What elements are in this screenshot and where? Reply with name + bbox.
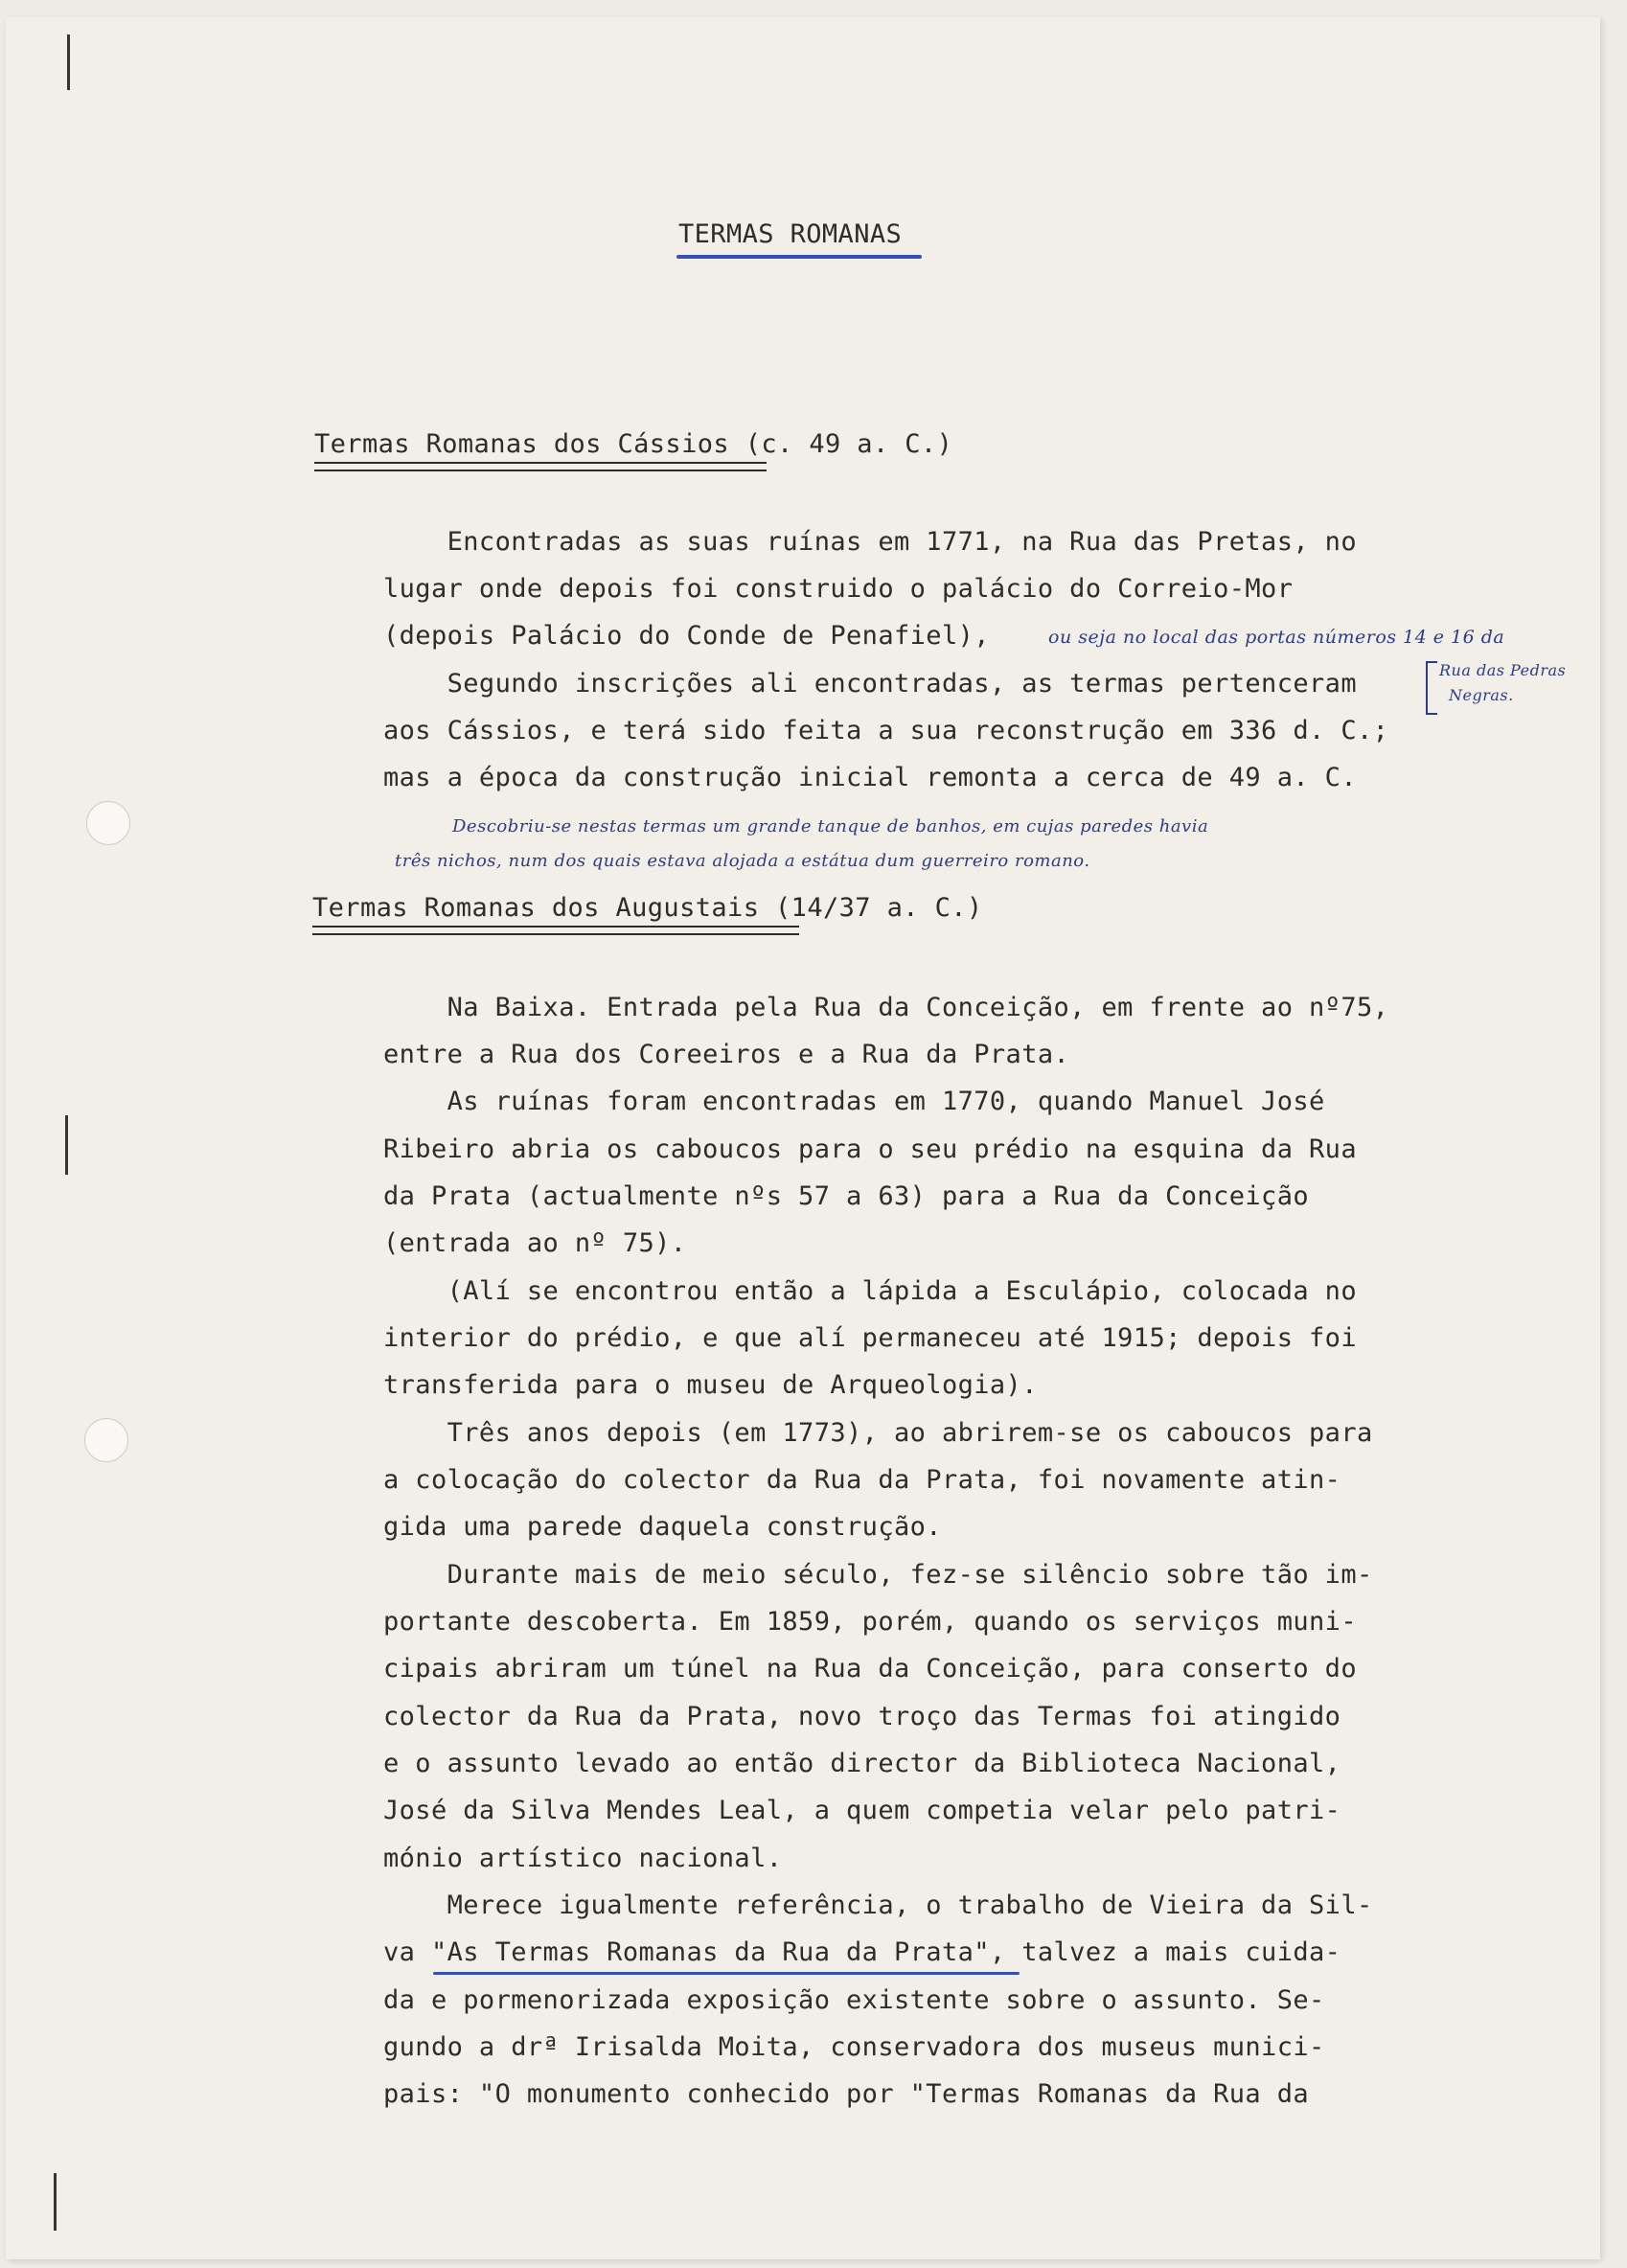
margin-mark: [65, 1115, 68, 1175]
book-title-underline: [433, 1972, 1020, 1975]
s2-line-19: mónio artístico nacional.: [383, 1844, 783, 1873]
section2-heading: [312, 893, 983, 923]
section2-heading-text: Termas Romanas dos Augustais: [312, 893, 760, 923]
s2-line-4: Ribeiro abria os caboucos para o seu prédio na esquina da Rua: [383, 1134, 1357, 1164]
s1-handwritten-addendum-1: Descobriu-se nestas termas um grande tanque de banhos, em cujas paredes havia: [452, 816, 1209, 836]
margin-mark: [54, 2173, 57, 2231]
s2-line-2: entre a Rua dos Coreeiros e a Rua da Prata.: [383, 1040, 1070, 1069]
s2-line-6: (entrada ao nº 75).: [383, 1228, 687, 1258]
section2-heading-date: (14/37 a. C.): [759, 893, 983, 923]
s1-line-4: Segundo inscrições ali encontradas, as termas pertenceram: [383, 669, 1357, 699]
s2-line-3: As ruínas foram encontradas em 1770, quando Manuel José: [383, 1087, 1325, 1116]
s2-line-8: interior do prédio, e que alí permaneceu até 1915; depois foi: [383, 1323, 1357, 1353]
s2-line-18: José da Silva Mendes Leal, a quem competia velar pelo patri-: [383, 1796, 1341, 1825]
s2-line-15: cipais abriram um túnel na Rua da Conceição, para conserto do: [383, 1654, 1357, 1684]
punch-hole-bottom: [84, 1418, 128, 1462]
s1-line-6: mas a época da construção inicial remonta a cerca de 49 a. C.: [383, 763, 1357, 792]
section1-heading-date: (c. 49 a. C.): [729, 429, 953, 459]
s2-line-23: gundo a drª Irisalda Moita, conservadora dos museus munici-: [383, 2032, 1325, 2062]
section2-underline: [312, 926, 799, 928]
s2-line-13: Durante mais de meio século, fez-se silêncio sobre tão im-: [383, 1560, 1373, 1590]
section1-heading-text: Termas Romanas dos Cássios: [314, 429, 730, 459]
punch-hole-top: [86, 801, 130, 845]
page-title: TERMAS ROMANAS: [678, 219, 903, 249]
s2-line-17: e o assunto levado ao então director da Biblioteca Nacional,: [383, 1749, 1341, 1778]
s2-line-14: portante descoberta. Em 1859, porém, quando os serviços muni-: [383, 1607, 1357, 1637]
section2-underline-2: [312, 933, 799, 935]
s1-handwritten-street-2: Negras.: [1449, 686, 1514, 704]
s2-line-20: Merece igualmente referência, o trabalho de Vieira da Sil-: [383, 1890, 1373, 1920]
s2-line-24: pais: "O monumento conhecido por "Termas Romanas da Rua da: [383, 2079, 1310, 2109]
s1-line-1: Encontradas as suas ruínas em 1771, na Rua das Pretas, no: [383, 527, 1357, 557]
s2-line-22: da e pormenorizada exposição existente sobre o assunto. Se-: [383, 1985, 1325, 2015]
section1-heading: [314, 429, 952, 459]
s2-line-11: a colocação do colector da Rua da Prata, foi novamente atin-: [383, 1465, 1341, 1495]
s2-line-12: gida uma parede daquela construção.: [383, 1512, 942, 1542]
section1-underline-2: [314, 470, 767, 471]
s2-line-21: va "As Termas Romanas da Rua da Prata", talvez a mais cuida-: [383, 1937, 1341, 1967]
s1-handwritten-note: ou seja no local das portas números 14 e 16 da: [1048, 627, 1505, 648]
s1-handwritten-addendum-2: três nichos, num dos quais estava alojada a estátua dum guerreiro romano.: [395, 851, 1090, 871]
s2-line-5: da Prata (actualmente nºs 57 a 63) para a Rua da Conceição: [383, 1181, 1310, 1211]
s1-line-2: lugar onde depois foi construido o palácio do Correio-Mor: [383, 574, 1294, 604]
s2-line-16: colector da Rua da Prata, novo troço das Termas foi atingido: [383, 1702, 1341, 1731]
section1-underline: [314, 462, 767, 464]
margin-mark: [67, 34, 70, 90]
s1-line-5: aos Cássios, e terá sido feita a sua reconstrução em 336 d. C.;: [383, 716, 1389, 745]
s1-handwritten-street: Rua das Pedras: [1439, 661, 1567, 679]
title-underline: [676, 255, 922, 259]
s2-line-10: Três anos depois (em 1773), ao abrirem-se os caboucos para: [383, 1418, 1373, 1448]
s2-line-7: (Alí se encontrou então a lápida a Esculápio, colocada no: [383, 1276, 1357, 1306]
handwritten-bracket: [1426, 661, 1437, 715]
s1-line-3: (depois Palácio do Conde de Penafiel),: [383, 621, 990, 651]
s2-line-9: transferida para o museu de Arqueologia).: [383, 1370, 1038, 1400]
s2-line-1: Na Baixa. Entrada pela Rua da Conceição, em frente ao nº75,: [383, 993, 1389, 1022]
